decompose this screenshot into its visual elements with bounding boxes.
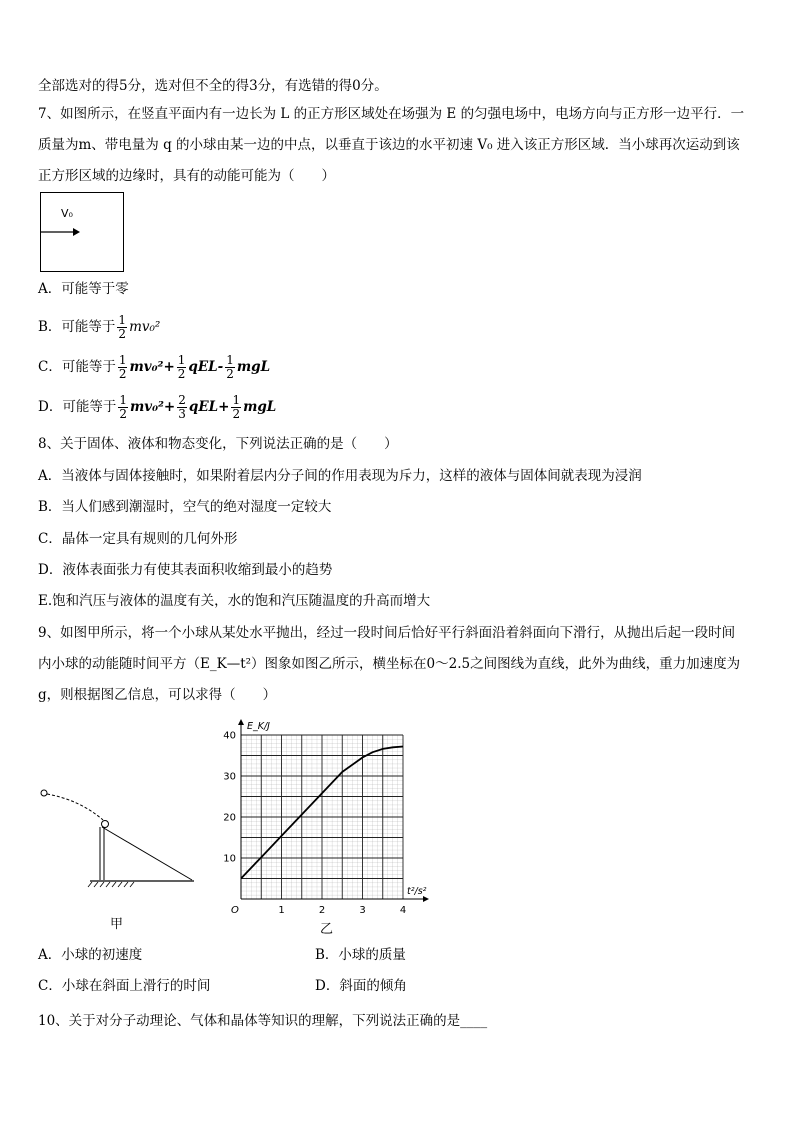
q7-option-c: C．可能等于 $\frac{1}{2}$ mv₀²+ $\frac{1}{2}$ qEL- $\frac{1}{2}$ mgL [38,353,271,381]
figure-yi-ek-chart [215,715,445,915]
q8-option-b: B．当人们感到潮湿时，空气的绝对湿度一定较大 [38,499,332,515]
q10-stem: 10、关于对分子动理论、气体和晶体等知识的理解，下列说法正确的是____ [38,1013,488,1029]
q9-option-c: C．小球在斜面上滑行的时间 [38,978,211,994]
chart-y-tick-label: 10 [223,853,236,865]
q7-option-d: D．可能等于 $\frac{1}{2}$ mv₀²+ $\frac{2}{3}$ qEL+ $\frac{1}{2}$ mgL [38,393,277,421]
q8-option-a: A．当液体与固体接触时，如果附着层内分子间的作用表现为斥力，这样的液体与固体间就表现为浸润 [38,468,642,484]
figure-jia-label: 甲 [110,917,124,932]
q7-v0-label: V₀ [61,207,73,220]
chart-x-tick-label: 3 [359,905,366,915]
q9-stem-line3: g，则根据图乙信息，可以求得（ ） [38,687,277,703]
figure-yi-label: 乙 [320,922,334,937]
chart-x-tick-label: 2 [318,905,326,915]
fraction-half: $\frac{1}{2}$ [118,313,127,341]
chart-y-axis-label: E_K/J [247,721,270,732]
q8-option-d: D．液体表面张力有使其表面积收缩到最小的趋势 [38,562,333,578]
q9-stem-line1: 9、如图甲所示，将一个小球从某处水平抛出，经过一段时间后恰好平行斜面沿着斜面向下滑行，从抛出后起一段时间 [38,625,736,641]
figure-jia-incline [30,782,210,892]
chart-y-tick-label: 20 [223,812,236,824]
q7-option-a: A．可能等于零 [38,281,129,297]
q7-option-b: B．可能等于 $\frac{1}{2}$ mv₀² [38,313,161,341]
chart-x-axis-label: t²/s² [407,886,427,897]
q7-stem-line1: 7、如图所示，在竖直平面内有一边长为 L 的正方形区域处在场强为 E 的匀强电场中，电场方向与正方形一边平行．一 [38,106,745,122]
q9-option-a: A．小球的初速度 [38,947,143,963]
q9-option-b: B．小球的质量 [315,947,406,963]
q8-stem: 8、关于固体、液体和物态变化，下列说法正确的是（ ） [38,436,398,452]
chart-y-arrow [238,719,244,725]
q7-stem-line2: 质量为m、带电量为 q 的小球由某一边的中点，以垂直于该边的水平初速 V₀ 进入该正方形区域．当小球再次运动到该 [38,137,740,153]
chart-x-tick-label: 1 [278,905,285,915]
q7-arrow [41,226,81,238]
chart-x-tick-label: 4 [399,905,407,915]
q8-option-e: E.饱和汽压与液体的温度有关，水的饱和汽压随温度的升高而增大 [38,593,431,609]
chart-y-tick-label: 30 [223,771,236,783]
q9-option-d: D．斜面的倾角 [315,978,407,994]
q9-stem-line2: 内小球的动能随时间平方（E_K—t²）图象如图乙所示，横坐标在0～2.5之间图线为直线，此外为曲线，重力加速度为 [38,656,741,672]
chart-y-tick-label: 40 [223,730,236,742]
intro-text: 全部选对的得5分，选对但不全的得3分，有选错的得0分。 [38,78,388,94]
q8-option-c: C．晶体一定具有规则的几何外形 [38,531,238,547]
chart-origin-label: O [231,905,239,915]
q7-square-figure [40,192,124,272]
q7-stem-line3: 正方形区域的边缘时，具有的动能可能为（ ） [38,168,335,184]
